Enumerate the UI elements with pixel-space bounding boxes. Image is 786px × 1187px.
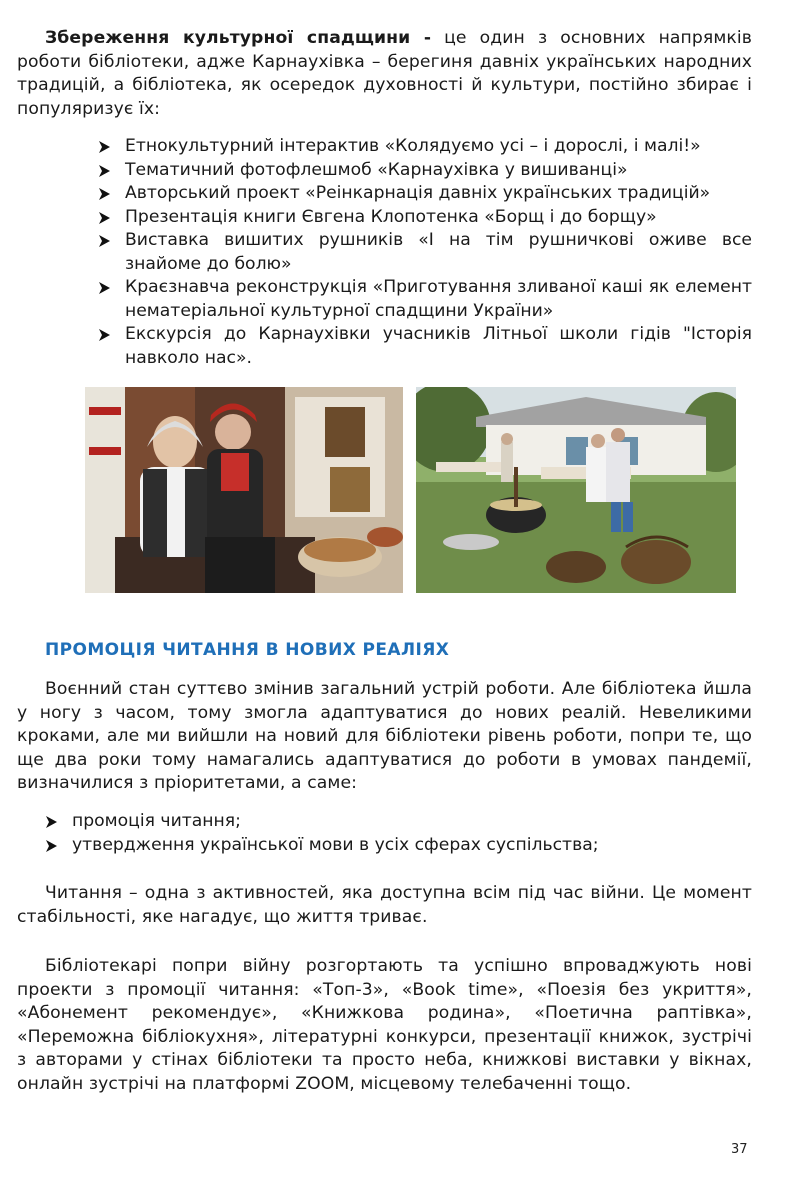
list-item-text: Авторський проект «Реінкарнація давніх українських традицій» — [125, 183, 711, 203]
list-item-text: утвердження української мови в усіх сферах суспільства; — [72, 834, 599, 855]
photo-folk-couple — [85, 387, 403, 593]
list-item-text: Краєзнавча реконструкція «Приготування зливаної каші як елемент нематеріальної культурної спадщини України» — [125, 277, 752, 321]
list-item — [72, 810, 752, 834]
list-item-text: Етнокультурний інтерактив «Колядуємо усі – і дорослі, і малі!» — [125, 136, 701, 156]
list-item-text: Презентація книги Євгена Клопотенка «Борщ і до борщу» — [125, 206, 657, 227]
heritage-list — [125, 135, 752, 370]
page-number: 37 — [731, 1142, 748, 1157]
intro-rest: це один з основних напрямків роботи бібліотеки, адже Карнаухівка – берегиня давніх українських народних традицій, а бібліотека, як осередок духовності й культури, постійно збирає і популяризує їх: — [17, 28, 752, 119]
list-item — [125, 182, 752, 206]
list-item — [125, 229, 752, 276]
paragraph-wartime: Воєнний стан суттєво змінив загальний устрій роботи. Але бібліотека йшла у ногу з часом, тому змогла адаптуватися до нових реалій. Невеликими кроками, але ми вийшли на новий для бібліотеки рівень роботи, попри те, що ще два роки тому намагались адаптуватися до роботи в умовах пандемії, визначилися з пріоритетами, а саме: — [17, 679, 752, 793]
intro-paragraph — [17, 27, 752, 121]
priorities-list — [72, 810, 752, 857]
list-item — [125, 135, 752, 159]
photo-village-cooking — [416, 387, 736, 593]
intro-lead: Збереження культурної спадщини - — [45, 28, 432, 48]
section-heading: ПРОМОЦІЯ ЧИТАННЯ В НОВИХ РЕАЛІЯХ — [45, 640, 450, 660]
arrow-bullet-icon — [45, 810, 61, 833]
list-item — [125, 159, 752, 183]
list-item-text: Тематичний фотофлешмоб «Карнаухівка у вишиванці» — [125, 159, 628, 180]
list-item — [72, 834, 752, 858]
paragraph-projects: Бібліотекарі попри війну розгортають та успішно впроваджують нові проекти з промоції читання: «Топ-3», «Book time», «Поезія без укриття», «Абонемент рекомендує», «Книжкова родина», «Поетична раптівка», «Переможна бібліокухня», літературні конкурси, презентації книжок, зустрічі з авторами у стінах бібліотеки та просто неба, книжкові виставки у вікнах, онлайн зустрічі на платформі ZOOM, місцевому телебаченні тощо. — [17, 956, 752, 1094]
list-item — [125, 206, 752, 230]
arrow-bullet-icon — [98, 182, 114, 205]
list-item — [125, 276, 752, 323]
arrow-bullet-icon — [98, 135, 114, 158]
arrow-bullet-icon — [98, 229, 114, 252]
arrow-bullet-icon — [98, 159, 114, 182]
list-item-text: Екскурсія до Карнаухівки учасників Літньої школи гідів "Історія навколо нас». — [125, 324, 752, 368]
paragraph-reading: Читання – одна з активностей, яка доступна всім під час війни. Це момент стабільності, яке нагадує, що життя триває. — [17, 883, 752, 927]
list-item — [125, 323, 752, 370]
arrow-bullet-icon — [45, 834, 61, 857]
list-item-text: промоція читання; — [72, 811, 241, 831]
arrow-bullet-icon — [98, 206, 114, 229]
list-item-text: Виставка вишитих рушників «І на тім рушничкові оживе все знайоме до болю» — [125, 230, 752, 274]
arrow-bullet-icon — [98, 276, 114, 299]
arrow-bullet-icon — [98, 323, 114, 346]
